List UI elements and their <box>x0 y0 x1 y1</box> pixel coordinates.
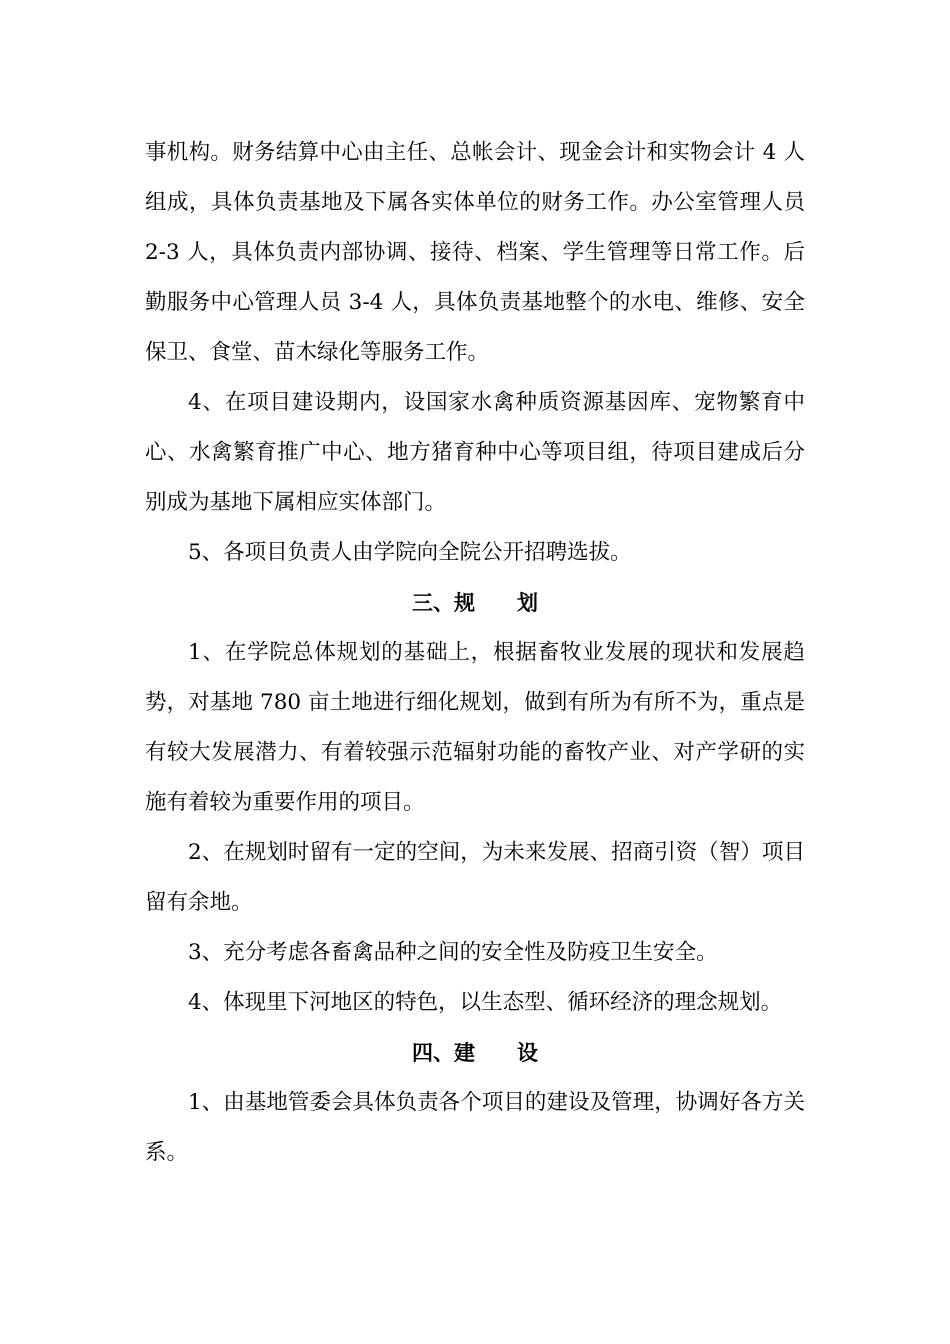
paragraph-staffing: 事机构。财务结算中心由主任、总帐会计、现金会计和实物会计 4 人组成，具体负责基地及下属各实体单位的财务工作。办公室管理人员 2-3 人，具体负责内部协调、接待、档案、学生管理等日常工作。后勤服务中心管理人员 3-4 人，具体负责基地整个的水电、维修、安全保卫、食堂、苗木绿化等服务工作。 <box>145 140 805 365</box>
paragraph-project-groups: 4、在项目建设期内，设国家水禽种质资源基因库、宠物繁育中心、水禽繁育推广中心、地方猪育种中心等项目组，待项目建成后分别成为基地下属相应实体部门。 <box>145 390 805 515</box>
planning-item-4: 4、体现里下河地区的特色，以生态型、循环经济的理念规划。 <box>188 990 783 1015</box>
planning-item-3: 3、充分考虑各畜禽品种之间的安全性及防疫卫生安全。 <box>188 940 718 965</box>
planning-item-1: 1、在学院总体规划的基础上，根据畜牧业发展的现状和发展趋势，对基地 780 亩土地进行细化规划，做到有所为有所不为，重点是有较大发展潜力、有着较强示范辐射功能的畜牧产业、对产学研的实施有着较为重要作用的项目。 <box>145 640 805 815</box>
paragraph-recruitment: 5、各项目负责人由学院向全院公开招聘选拔。 <box>188 540 632 565</box>
section-heading-planning: 三、规 划 <box>412 591 538 615</box>
construction-item-1: 1、由基地管委会具体负责各个项目的建设及管理，协调好各方关系。 <box>145 1090 805 1165</box>
document-body <box>145 128 805 1178</box>
section-heading-construction: 四、建 设 <box>412 1041 538 1065</box>
planning-item-2: 2、在规划时留有一定的空间，为未来发展、招商引资（智）项目留有余地。 <box>145 840 805 915</box>
